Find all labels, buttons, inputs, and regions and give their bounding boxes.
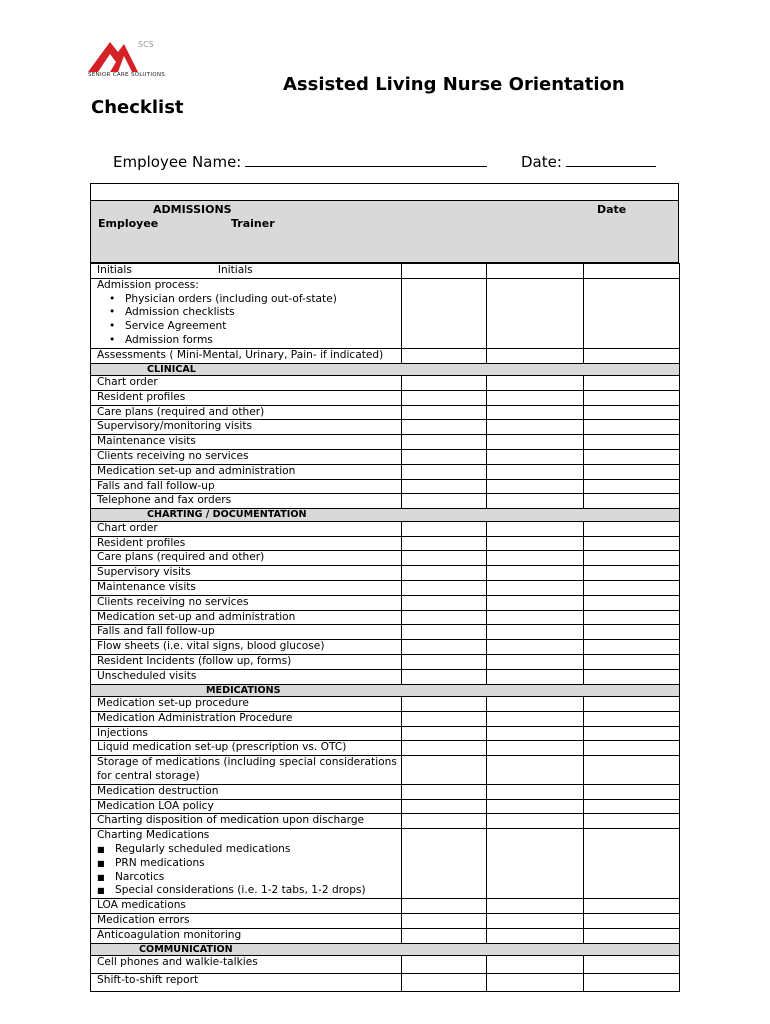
bullet-icon: • (109, 333, 116, 346)
employee-initials-cell[interactable] (402, 928, 487, 943)
employee-initials-cell[interactable] (402, 348, 487, 363)
trainer-initials-cell[interactable] (487, 697, 584, 712)
section-header (91, 509, 680, 522)
initials-row (91, 264, 680, 279)
item-text: Medication errors (97, 913, 190, 926)
item-label (91, 669, 402, 684)
trainer-initials-cell[interactable] (487, 654, 584, 669)
table-row (91, 814, 680, 829)
trainer-initials-cell[interactable] (487, 450, 584, 465)
trainer-initials-cell[interactable] (487, 521, 584, 536)
item-label (91, 551, 402, 566)
item-text: Medication set-up procedure (97, 697, 249, 710)
table-row (91, 974, 680, 992)
employee-initials-cell[interactable] (402, 726, 487, 741)
item-text: Resident profiles (97, 536, 186, 549)
table-row (91, 536, 680, 551)
trainer-initials-cell[interactable] (487, 741, 584, 756)
item-text: Falls and fall follow-up (97, 479, 215, 492)
date-cell[interactable] (584, 741, 680, 756)
trainer-initials-cell[interactable] (487, 536, 584, 551)
item-label (91, 420, 402, 435)
item-label (91, 595, 402, 610)
item-label (91, 726, 402, 741)
date-cell[interactable] (584, 784, 680, 799)
trainer-initials-cell[interactable] (487, 610, 584, 625)
square-bullet-icon: ■ (97, 872, 105, 882)
header-admissions: ADMISSIONS (153, 203, 232, 216)
item-text: Chart order (97, 521, 158, 534)
table-row (91, 654, 680, 669)
trainer-initials-cell[interactable] (487, 913, 584, 928)
table-row (91, 640, 680, 655)
section-title: COMMUNICATION (91, 943, 680, 956)
trainer-initials-cell[interactable] (487, 348, 584, 363)
item-label (91, 521, 402, 536)
table-row (91, 913, 680, 928)
checklist-rows (90, 263, 680, 992)
table-row (91, 494, 680, 509)
item-label (91, 264, 402, 279)
employee-initials-cell[interactable] (402, 580, 487, 595)
section-title: MEDICATIONS (91, 684, 680, 697)
employee-initials-cell[interactable] (402, 405, 487, 420)
table-row (91, 278, 680, 348)
bullet-icon: • (109, 320, 116, 333)
table-row (91, 580, 680, 595)
date-field[interactable] (521, 152, 656, 171)
item-label (91, 376, 402, 391)
section-header (91, 684, 680, 697)
employee-name-field[interactable] (113, 152, 487, 171)
table-row (91, 741, 680, 756)
date-cell[interactable] (584, 536, 680, 551)
date-cell[interactable] (584, 726, 680, 741)
table-row (91, 625, 680, 640)
table-row (91, 956, 680, 974)
table-row (91, 348, 680, 363)
table-row (91, 756, 680, 785)
employee-initials-cell[interactable] (402, 390, 487, 405)
date-cell[interactable] (584, 464, 680, 479)
employee-initials-cell[interactable] (402, 654, 487, 669)
item-label (91, 814, 402, 829)
table-row (91, 784, 680, 799)
item-text: Maintenance visits (97, 580, 196, 593)
employee-initials-cell[interactable] (402, 669, 487, 684)
item-text: Supervisory visits (97, 566, 191, 579)
trainer-initials-cell[interactable] (487, 435, 584, 450)
section-header (91, 943, 680, 956)
date-cell[interactable] (584, 899, 680, 914)
date-cell[interactable] (584, 264, 680, 279)
trainer-initials-cell[interactable] (487, 814, 584, 829)
date-cell[interactable] (584, 711, 680, 726)
table-row (91, 464, 680, 479)
table-row (91, 928, 680, 943)
date-cell[interactable] (584, 494, 680, 509)
item-text: Anticoagulation monitoring (97, 928, 242, 941)
trainer-initials-label: Initials (217, 264, 253, 276)
item-label (91, 654, 402, 669)
page-title-line1: Assisted Living Nurse Orientation (283, 74, 625, 95)
table-row (91, 899, 680, 914)
item-label (91, 610, 402, 625)
employee-initials-cell[interactable] (402, 974, 487, 992)
table-row (91, 711, 680, 726)
sub-item-text: Narcotics (115, 870, 165, 883)
employee-initials-cell[interactable] (402, 479, 487, 494)
date-cell[interactable] (584, 640, 680, 655)
item-text: Storage of medications (including special considerations for central storage) (97, 756, 397, 782)
logo-company-name: SENIOR CARE SOLUTIONS (88, 72, 166, 78)
item-label (91, 464, 402, 479)
item-label (91, 494, 402, 509)
employee-initials-cell[interactable] (402, 264, 487, 279)
item-label (91, 390, 402, 405)
bullet-icon: • (109, 306, 116, 319)
employee-initials-cell[interactable] (402, 521, 487, 536)
item-text: Clients receiving no services (97, 450, 249, 463)
sub-item-text: Admission checklists (125, 306, 235, 319)
item-label (91, 536, 402, 551)
employee-initials-cell[interactable] (402, 640, 487, 655)
item-label (91, 348, 402, 363)
item-text: Unscheduled visits (97, 669, 197, 682)
item-text: Medication LOA policy (97, 799, 214, 812)
date-cell[interactable] (584, 521, 680, 536)
section-title: CLINICAL (91, 363, 680, 376)
table-row (91, 669, 680, 684)
table-row (91, 610, 680, 625)
item-label (91, 580, 402, 595)
employee-initials-cell[interactable] (402, 420, 487, 435)
item-label (91, 928, 402, 943)
employee-initials-cell[interactable] (402, 741, 487, 756)
trainer-initials-cell[interactable] (487, 376, 584, 391)
employee-initials-cell[interactable] (402, 536, 487, 551)
item-label (91, 711, 402, 726)
item-text: Assessments ( Mini-Mental, Urinary, Pain- if indicated) (97, 348, 384, 361)
trainer-initials-cell[interactable] (487, 799, 584, 814)
employee-initials-cell[interactable] (402, 829, 487, 899)
table-row (91, 595, 680, 610)
square-bullet-icon: ■ (97, 886, 105, 896)
item-text: Charting Medications (97, 829, 210, 842)
trainer-initials-cell[interactable] (487, 899, 584, 914)
date-cell[interactable] (584, 580, 680, 595)
trainer-initials-cell[interactable] (487, 974, 584, 992)
item-label (91, 784, 402, 799)
employee-initials-cell[interactable] (402, 278, 487, 348)
employee-initials-cell[interactable] (402, 435, 487, 450)
item-text: Medication set-up and administration (97, 610, 296, 623)
table-row (91, 566, 680, 581)
item-text: Medication destruction (97, 784, 219, 797)
employee-initials-cell[interactable] (402, 625, 487, 640)
employee-initials-cell[interactable] (402, 610, 487, 625)
sub-item-text: Regularly scheduled medications (115, 842, 291, 855)
item-text: Injections (97, 726, 148, 739)
table-row (91, 829, 680, 899)
header-date: Date (597, 203, 627, 216)
employee-initials-cell[interactable] (402, 595, 487, 610)
header-trainer: Trainer (231, 217, 275, 230)
employee-initials-cell[interactable] (402, 376, 487, 391)
trainer-initials-cell[interactable] (487, 264, 584, 279)
employee-initials-cell[interactable] (402, 913, 487, 928)
date-cell[interactable] (584, 595, 680, 610)
company-logo (88, 38, 178, 84)
item-text: Resident Incidents (follow up, forms) (97, 654, 292, 667)
trainer-initials-cell[interactable] (487, 726, 584, 741)
item-label (91, 741, 402, 756)
employee-initials-cell[interactable] (402, 551, 487, 566)
trainer-initials-cell[interactable] (487, 566, 584, 581)
item-text: Supervisory/monitoring visits (97, 420, 252, 433)
employee-initials-cell[interactable] (402, 711, 487, 726)
employee-initials-label: Initials (97, 264, 132, 276)
table-row (91, 551, 680, 566)
date-cell[interactable] (584, 450, 680, 465)
date-cell[interactable] (584, 405, 680, 420)
employee-initials-cell[interactable] (402, 899, 487, 914)
item-label (91, 974, 402, 992)
sub-item-text: Service Agreement (125, 320, 227, 333)
date-cell[interactable] (584, 697, 680, 712)
header-employee: Employee (98, 217, 159, 230)
date-cell[interactable] (584, 669, 680, 684)
sub-item-text: Special considerations (i.e. 1-2 tabs, 1-2 drops) (115, 884, 366, 897)
item-text: Maintenance visits (97, 435, 196, 448)
employee-initials-cell[interactable] (402, 784, 487, 799)
trainer-initials-cell[interactable] (487, 784, 584, 799)
date-cell[interactable] (584, 974, 680, 992)
item-label (91, 956, 402, 974)
item-text: Medication Administration Procedure (97, 711, 293, 724)
item-label (91, 640, 402, 655)
date-cell[interactable] (584, 566, 680, 581)
item-text: Admission process: (97, 278, 199, 291)
item-label (91, 566, 402, 581)
employee-initials-cell[interactable] (402, 494, 487, 509)
trainer-initials-cell[interactable] (487, 625, 584, 640)
item-label (91, 405, 402, 420)
item-label (91, 799, 402, 814)
table-row (91, 697, 680, 712)
square-bullet-icon: ■ (97, 844, 105, 854)
date-blank[interactable] (566, 152, 656, 167)
item-text: Liquid medication set-up (prescription vs. OTC) (97, 741, 347, 754)
date-cell[interactable] (584, 913, 680, 928)
table-row (91, 405, 680, 420)
date-cell[interactable] (584, 654, 680, 669)
trainer-initials-cell[interactable] (487, 928, 584, 943)
date-cell[interactable] (584, 479, 680, 494)
item-text: Medication set-up and administration (97, 464, 296, 477)
checklist-table (90, 183, 679, 992)
item-label (91, 450, 402, 465)
employee-initials-cell[interactable] (402, 697, 487, 712)
table-row (91, 390, 680, 405)
table-header (90, 200, 679, 263)
trainer-initials-cell[interactable] (487, 420, 584, 435)
table-row (91, 450, 680, 465)
section-title: CHARTING / DOCUMENTATION (91, 509, 680, 522)
item-label (91, 913, 402, 928)
employee-initials-cell[interactable] (402, 464, 487, 479)
page-title-line2: Checklist (91, 97, 184, 118)
item-text: Clients receiving no services (97, 595, 249, 608)
trainer-initials-cell[interactable] (487, 405, 584, 420)
item-text: Care plans (required and other) (97, 405, 265, 418)
item-text: Charting disposition of medication upon discharge (97, 814, 365, 827)
date-label: Date: (521, 153, 562, 171)
trainer-initials-cell[interactable] (487, 756, 584, 785)
section-header (91, 363, 680, 376)
date-cell[interactable] (584, 928, 680, 943)
date-cell[interactable] (584, 420, 680, 435)
trainer-initials-cell[interactable] (487, 551, 584, 566)
item-text: Flow sheets (i.e. vital signs, blood glucose) (97, 640, 325, 653)
item-text: Shift-to-shift report (97, 974, 199, 987)
date-cell[interactable] (584, 390, 680, 405)
table-row (91, 726, 680, 741)
table-row (91, 521, 680, 536)
trainer-initials-cell[interactable] (487, 464, 584, 479)
sub-item-text: Admission forms (125, 333, 213, 346)
item-label (91, 756, 402, 785)
item-text: Falls and fall follow-up (97, 625, 215, 638)
item-text: Care plans (required and other) (97, 551, 265, 564)
trainer-initials-cell[interactable] (487, 711, 584, 726)
date-cell[interactable] (584, 435, 680, 450)
table-row (91, 420, 680, 435)
sub-item-text: Physician orders (including out-of-state) (125, 292, 337, 305)
employee-initials-cell[interactable] (402, 756, 487, 785)
item-label (91, 435, 402, 450)
item-text: Cell phones and walkie-talkies (97, 956, 258, 969)
trainer-initials-cell[interactable] (487, 640, 584, 655)
square-bullet-icon: ■ (97, 858, 105, 868)
date-cell[interactable] (584, 376, 680, 391)
item-label (91, 625, 402, 640)
item-label (91, 829, 402, 899)
employee-initials-cell[interactable] (402, 799, 487, 814)
item-text: LOA medications (97, 899, 186, 912)
item-label (91, 278, 402, 348)
table-row (91, 376, 680, 391)
employee-initials-cell[interactable] (402, 450, 487, 465)
item-text: Telephone and fax orders (97, 494, 232, 507)
table-row (91, 479, 680, 494)
table-top-bar (90, 183, 679, 200)
date-cell[interactable] (584, 799, 680, 814)
date-cell[interactable] (584, 756, 680, 785)
date-cell[interactable] (584, 956, 680, 974)
item-label (91, 697, 402, 712)
trainer-initials-cell[interactable] (487, 595, 584, 610)
item-text: Chart order (97, 376, 158, 389)
employee-name-label: Employee Name: (113, 153, 242, 171)
date-cell[interactable] (584, 551, 680, 566)
table-row (91, 799, 680, 814)
date-cell[interactable] (584, 625, 680, 640)
trainer-initials-cell[interactable] (487, 278, 584, 348)
trainer-initials-cell[interactable] (487, 390, 584, 405)
employee-initials-cell[interactable] (402, 956, 487, 974)
item-text: Resident profiles (97, 390, 186, 403)
table-row (91, 435, 680, 450)
item-label (91, 899, 402, 914)
employee-initials-cell[interactable] (402, 814, 487, 829)
date-cell[interactable] (584, 278, 680, 348)
employee-name-blank[interactable] (245, 152, 487, 167)
trainer-initials-cell[interactable] (487, 479, 584, 494)
logo-abbr: SCS (138, 40, 154, 49)
trainer-initials-cell[interactable] (487, 669, 584, 684)
date-cell[interactable] (584, 829, 680, 899)
date-cell[interactable] (584, 348, 680, 363)
trainer-initials-cell[interactable] (487, 494, 584, 509)
bullet-icon: • (109, 292, 116, 305)
trainer-initials-cell[interactable] (487, 956, 584, 974)
trainer-initials-cell[interactable] (487, 580, 584, 595)
sub-item-text: PRN medications (115, 856, 205, 869)
item-label (91, 479, 402, 494)
employee-initials-cell[interactable] (402, 566, 487, 581)
date-cell[interactable] (584, 814, 680, 829)
date-cell[interactable] (584, 610, 680, 625)
trainer-initials-cell[interactable] (487, 829, 584, 899)
